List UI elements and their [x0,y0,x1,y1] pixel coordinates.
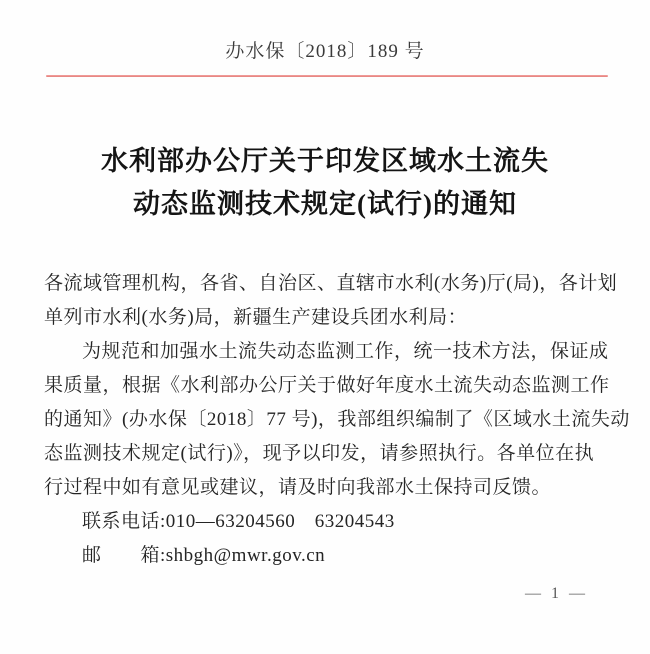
red-divider-line [46,75,608,77]
recipients-line-1: 各流域管理机构，各省、自治区、直辖市水利(水务)厅(局)，各计划 [44,273,618,294]
contact-phone-line: 联系电话:010—63204560 63204543 [82,511,395,532]
paragraph-line-4: 态监测技术规定(试行)》，现予以印发，请参照执行。各单位在执 [44,443,595,464]
document-body [44,267,630,573]
paragraph-line-2: 果质量，根据《水利部办公厅关于做好年度水土流失动态监测工作 [44,375,610,396]
paragraph-line-5: 行过程中如有意见或建议，请及时向我部水土保持司反馈。 [44,477,552,498]
paragraph-line-3: 的通知》(办水保〔2018〕77 号)，我部组织编制了《区域水土流失动 [44,409,630,430]
recipients-line-2: 单列市水利(水务)局，新疆生产建设兵团水利局： [44,307,468,328]
page-number: — 1 — [525,585,588,602]
document-title [0,140,650,226]
title-line-1: 水利部办公厅关于印发区域水土流失 [101,146,549,176]
paragraph-line-1: 为规范和加强水土流失动态监测工作，统一技术方法，保证成 [82,341,609,362]
doc-number: 办水保〔2018〕189 号 [225,41,425,62]
contact-email-line: 邮 箱:shbgh@mwr.gov.cn [82,545,326,566]
title-line-2: 动态监测技术规定(试行)的通知 [133,189,517,219]
